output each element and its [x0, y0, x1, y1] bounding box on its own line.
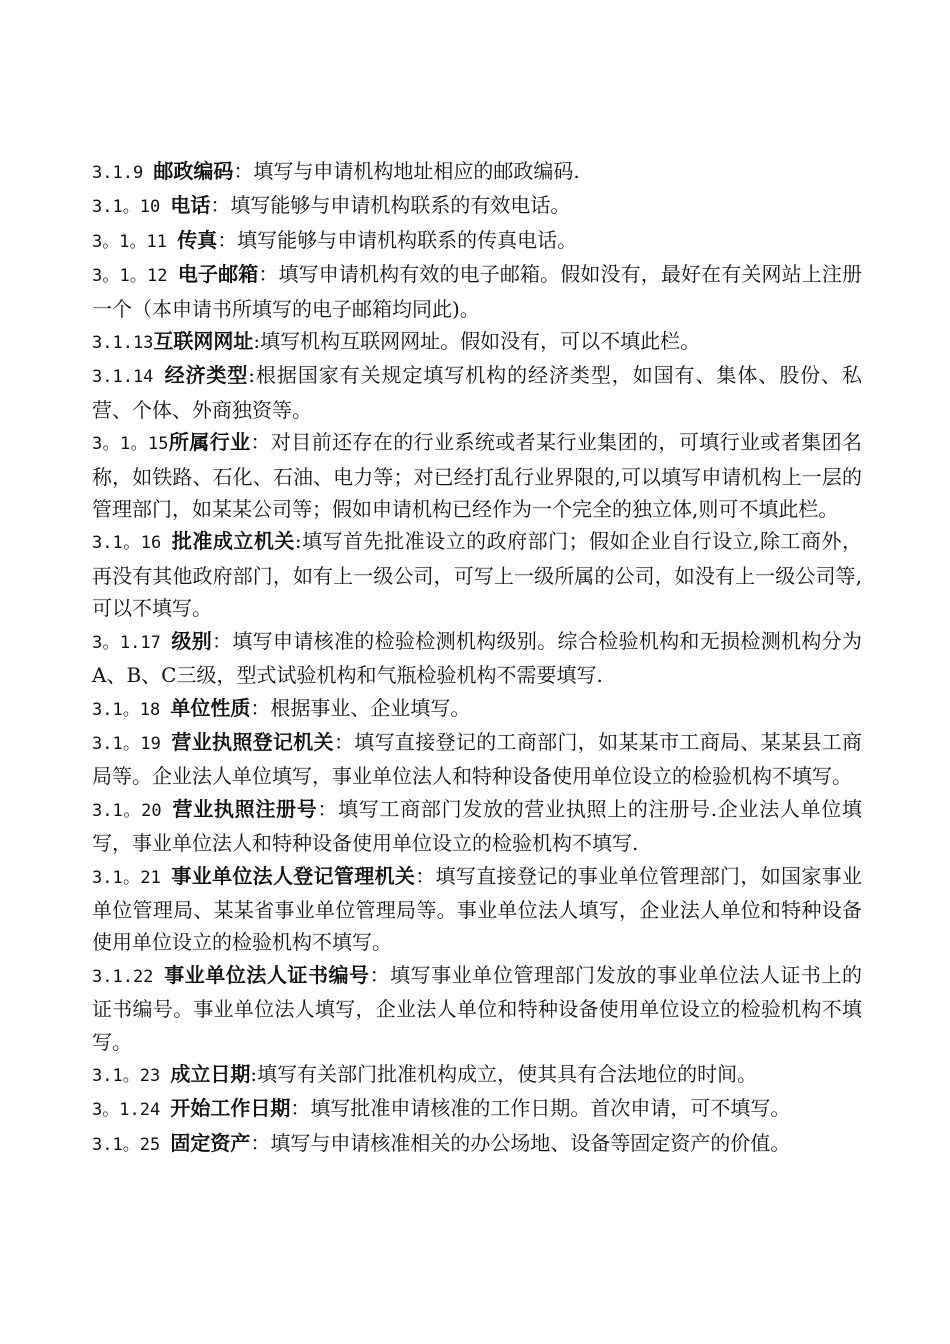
entry-text: ：填写批准申请核准的工作日期。首次申请，可不填写。: [290, 1096, 791, 1121]
entry-number: 3.1.13: [92, 333, 154, 354]
entry-level: [92, 625, 862, 692]
entry-postal-code: [92, 155, 862, 189]
entry-number: 3.1.9: [92, 163, 154, 183]
entry-text: :填写首先批准设立的政府部门；假如企业自行设立,除工商外，再没有其他政府部门，如有上一级公司，可写上一级所属的公司，如没有上一级公司等,可以不填写。: [92, 529, 862, 621]
entry-public-institution-certificate: [92, 959, 862, 1058]
entry-number: 3.1.22: [92, 966, 165, 987]
entry-number: 3.1.14: [92, 367, 165, 388]
entry-text: ：填写申请机构有效的电子邮箱。假如没有，最好在有关网站上注册一个（本申请书所填写的电子邮箱均同此)。: [92, 262, 863, 321]
entry-unit-nature: [92, 692, 862, 726]
entry-label: 事业单位法人登记管理机关: [171, 863, 416, 888]
entry-license-number: [92, 793, 862, 860]
entry-number: 3。1。11: [92, 231, 178, 252]
entry-text: ：填写事业单位管理部门发放的事业单位法人证书上的证书编号。事业单位法人填写，企业法人单位和特种设备使用单位设立的检验机构不填写。: [92, 962, 863, 1054]
entry-text: ：根据事业、企业填写。: [250, 695, 471, 720]
entry-text: ：填写与申请核准相关的办公场地、设备等固定资产的价值。: [250, 1130, 791, 1155]
entry-established-date: [92, 1058, 862, 1092]
entry-label: 固定资产: [170, 1130, 251, 1155]
entry-label: 单位性质: [170, 695, 251, 720]
entry-fax: [92, 224, 862, 258]
entry-number: 3.1。19: [92, 733, 172, 754]
entry-number: 3。1.17: [92, 632, 172, 653]
entry-label: 事业单位法人证书编号: [164, 962, 370, 987]
entry-number: 3.1。18: [92, 699, 171, 720]
entry-number: 3.1。21: [92, 867, 172, 888]
entry-label: 批准成立机关: [171, 529, 295, 554]
entry-number: 3。1。15: [92, 434, 169, 455]
entry-label: 互联网网址: [153, 329, 254, 354]
entry-industry: [92, 426, 862, 525]
entry-label: 所属行业: [168, 430, 251, 455]
entry-label: 传真: [177, 227, 218, 252]
entry-label: 电话: [170, 193, 211, 218]
entry-phone: [92, 189, 862, 223]
entry-label: 级别: [171, 628, 213, 653]
entry-text: :填写机构互联网网址。假如没有，可以不填此栏。: [253, 329, 701, 354]
entry-text: ：填写能够与申请机构联系的传真电话。: [217, 227, 578, 252]
entry-label: 营业执照注册号: [172, 796, 318, 821]
entry-website: [92, 325, 862, 359]
entry-number: 3.1。16: [92, 533, 172, 554]
entry-number: 3.1。25: [92, 1134, 171, 1155]
entry-economic-type: [92, 359, 862, 426]
entry-text: :根据国家有关规定填写机构的经济类型，如国有、集体、股份、私营、个体、外商独资等。: [92, 363, 862, 422]
entry-text: ：填写工商部门发放的营业执照上的注册号.企业法人单位填写，事业单位法人和特种设备使用单位设立的检验机构不填写.: [92, 796, 862, 856]
entry-approving-authority: [92, 525, 862, 624]
entry-label: 电子邮箱: [177, 262, 259, 287]
entry-email: [92, 258, 862, 325]
entry-label: 邮政编码: [153, 159, 234, 183]
entry-number: 3。1.24: [92, 1100, 171, 1121]
entry-label: 成立日期: [170, 1061, 251, 1086]
entry-label: 经济类型: [164, 363, 249, 388]
entry-fixed-assets: [92, 1127, 862, 1161]
entry-number: 3.1。10: [92, 197, 171, 218]
entry-text: :填写有关部门批准机构成立，使其具有合法地位的时间。: [250, 1061, 758, 1086]
entry-text: ：填写直接登记的事业单位管理部门，如国家事业单位管理局、某某省事业单位管理局等。事业单位法人填写，企业法人单位和特种设备使用单位设立的检验机构不填写。: [92, 863, 862, 955]
entry-number: 3.1。20: [92, 800, 173, 821]
entry-text: ：填写直接登记的工商部门，如某某市工商局、某某县工商局等。企业法人单位填写，事业单位法人和特种设备使用单位设立的检验机构不填写。: [92, 729, 862, 789]
entry-text: ：填写能够与申请机构联系的有效电话。: [210, 193, 571, 218]
entry-text: ：填写申请核准的检验检测机构级别。综合检验机构和无损检测机构分为A、B、C三级，型式试验机构和气瓶检验机构不需要填写.: [92, 628, 863, 688]
entry-number: 3。1。12: [92, 266, 178, 287]
entry-text: ：填写与申请机构地址相应的邮政编码.: [233, 159, 580, 183]
entry-public-institution-authority: [92, 860, 862, 959]
entry-label: 营业执照登记机关: [171, 729, 334, 754]
document-body: [92, 155, 862, 1161]
entry-start-work-date: [92, 1092, 862, 1126]
entry-label: 开始工作日期: [170, 1096, 291, 1121]
entry-license-authority: [92, 726, 862, 793]
entry-text: ：对目前还存在的行业系统或者某行业集团的，可填行业或者集团名称，如铁路、石化、石油、电力等；对已经打乱行业界限的,可以填写申请机构上一层的管理部门，如某某公司等；假如申请机构已经作为一个完全的独立体,则可不填此栏。: [92, 430, 862, 522]
entry-number: 3.1。23: [92, 1065, 171, 1086]
